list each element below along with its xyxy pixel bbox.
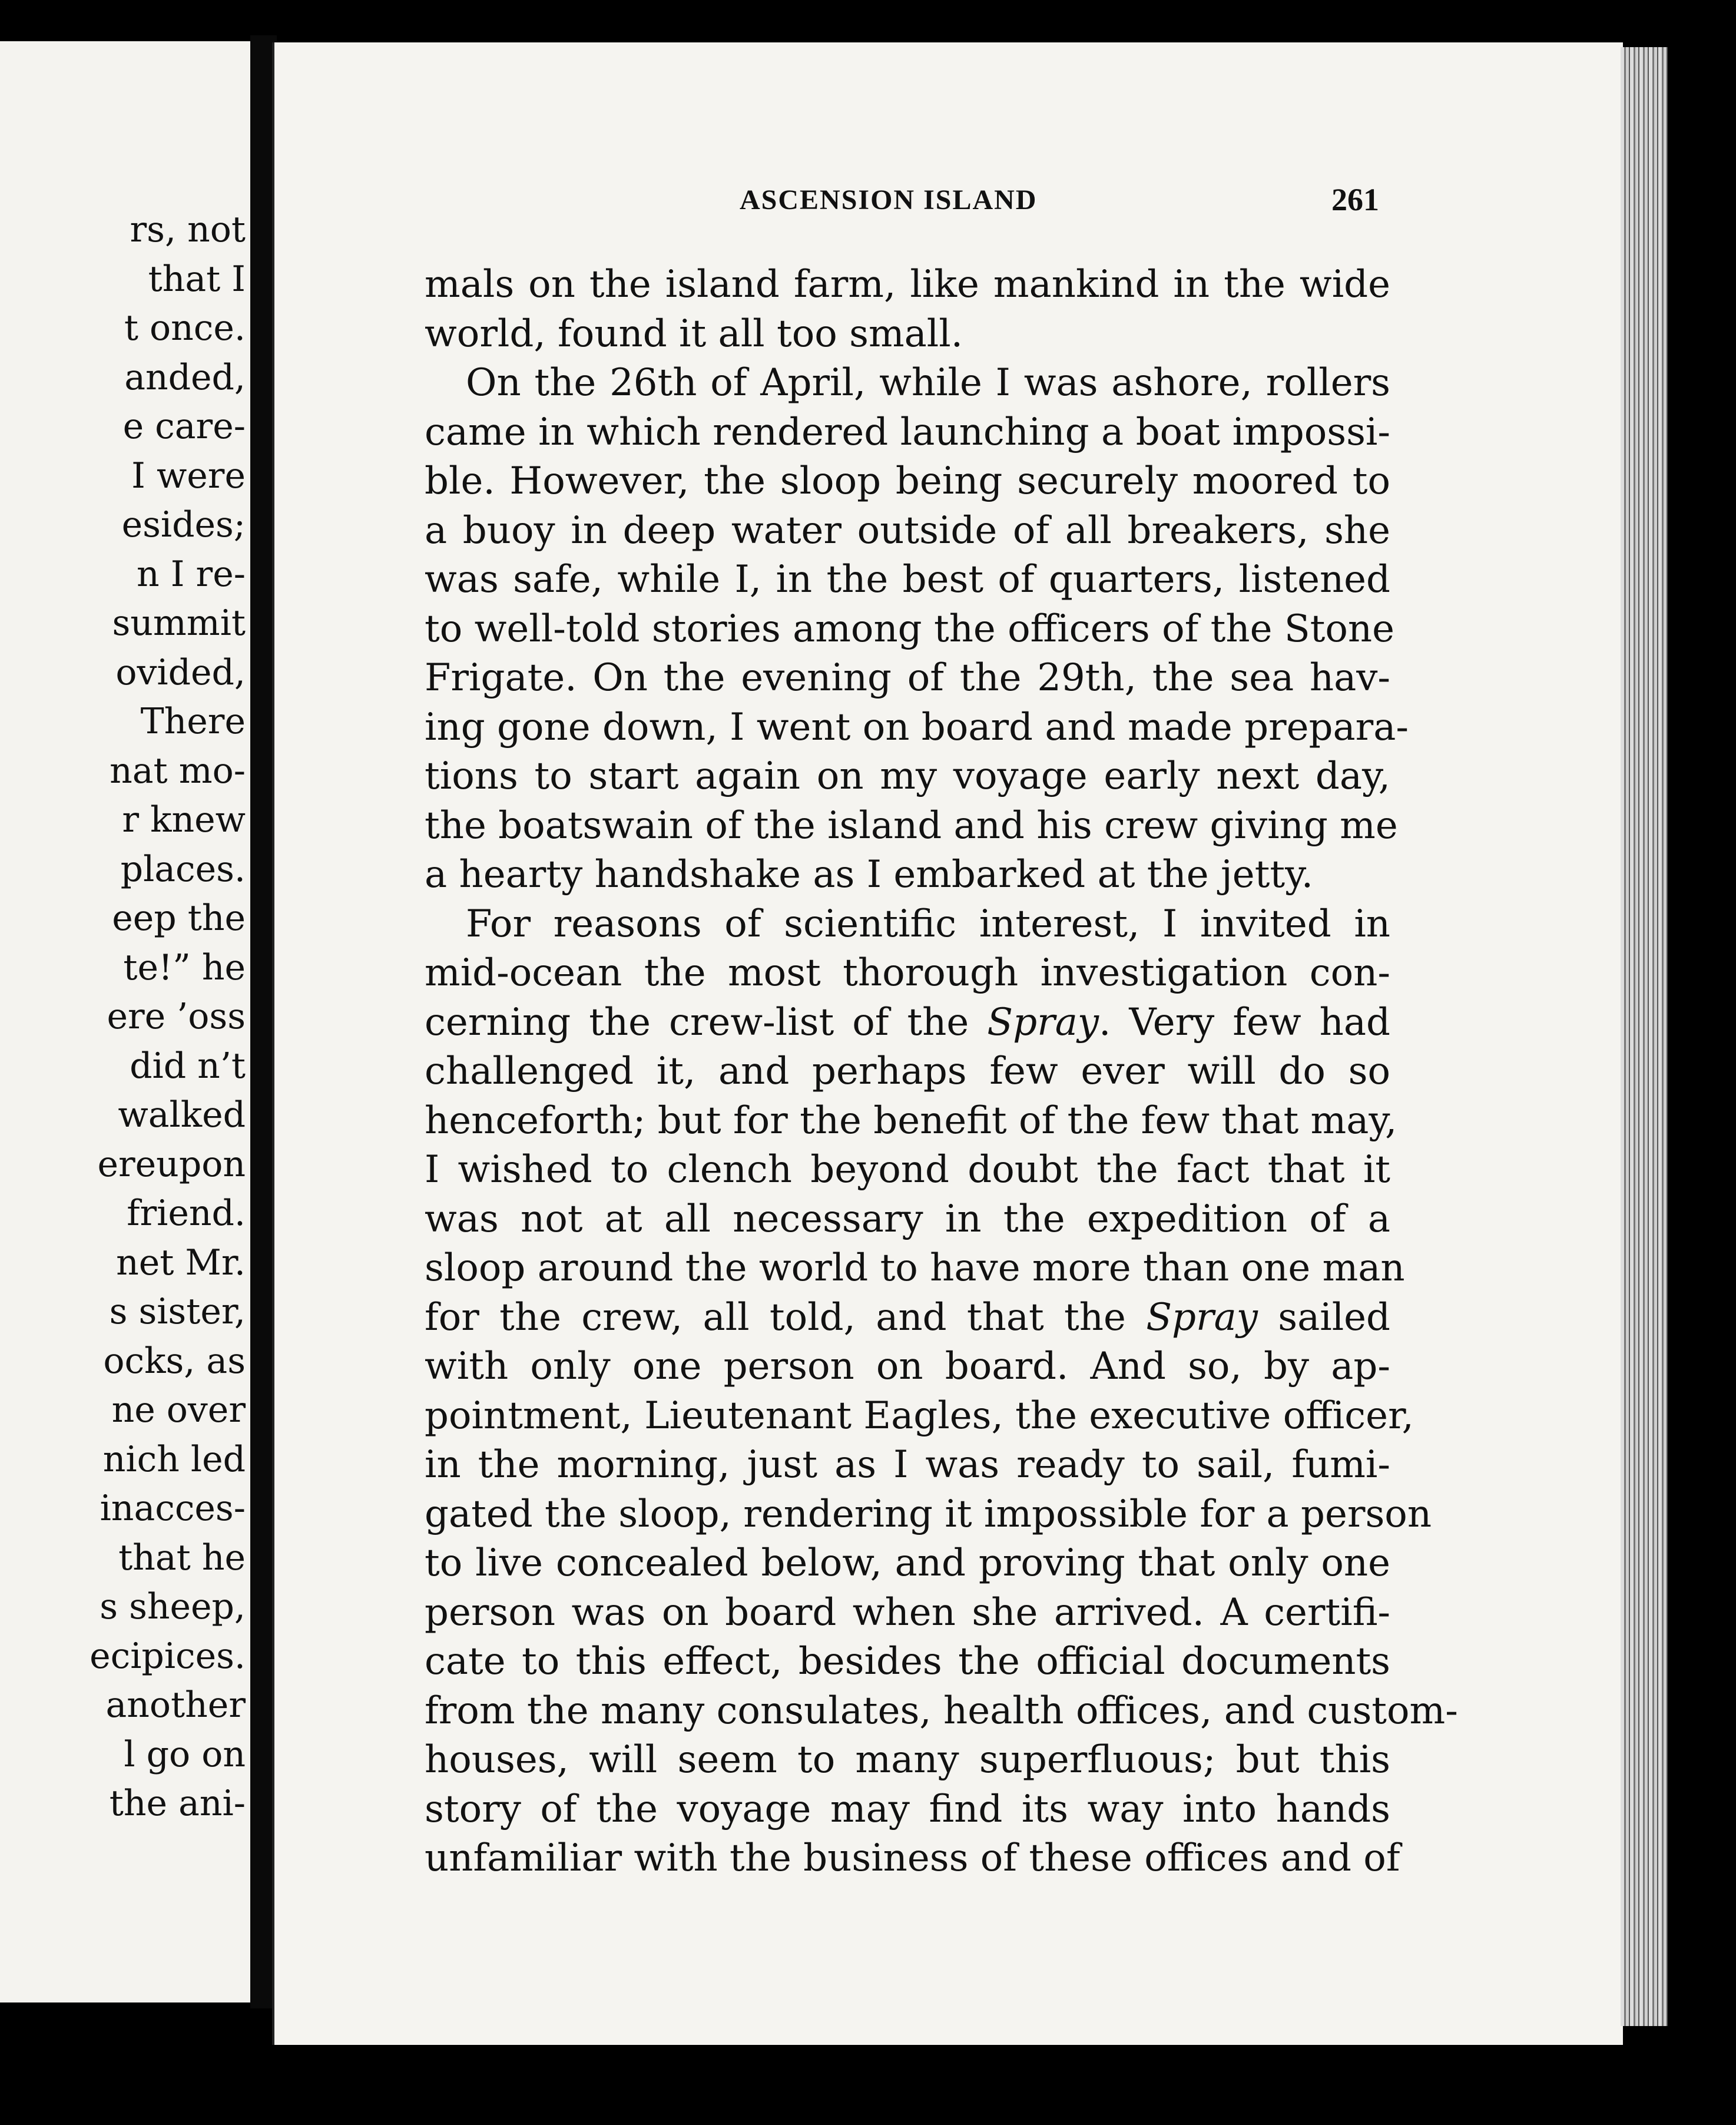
left-page-line: ecipices. — [90, 1635, 246, 1677]
left-page-line: places. — [120, 848, 246, 890]
left-page-line: te!” he — [123, 946, 246, 988]
left-page-line: friend. — [127, 1193, 246, 1234]
text-line: in the morning, just as I was ready to sail, fumi- — [425, 1443, 1390, 1487]
left-page-line: There — [140, 701, 246, 742]
left-page-line: nat mo- — [110, 750, 246, 792]
left-page-line: s sheep, — [100, 1586, 246, 1627]
left-page-line: ocks, as — [103, 1340, 246, 1382]
left-page-line: t once. — [124, 307, 246, 349]
text-line: henceforth; but for the benefit of the few that may, — [425, 1098, 1397, 1143]
left-page-line: that I — [148, 258, 246, 300]
left-page-line: did n’t — [130, 1045, 246, 1087]
text-line: challenged it, and perhaps few ever will do so — [425, 1050, 1390, 1093]
page-number: 261 — [1331, 182, 1379, 217]
text-line: came in which rendered launching a boat impossi- — [425, 410, 1390, 454]
text-line: Frigate. On the evening of the 29th, the sea hav- — [425, 656, 1390, 700]
text-line: mals on the island farm, like mankind in the wide — [425, 263, 1390, 306]
text-line: story of the voyage may find its way into hands — [425, 1787, 1390, 1831]
body-text — [425, 260, 1458, 1884]
left-page-line: nich led — [102, 1438, 246, 1480]
text-line: was safe, while I, in the best of quarters, listened — [425, 558, 1390, 601]
text-line: to live concealed below, and proving that only one — [425, 1541, 1390, 1585]
left-page-line: esides; — [121, 504, 246, 545]
left-page-line: eep the — [112, 898, 246, 939]
text-line: On the 26th of April, while I was ashore, rollers — [466, 361, 1390, 405]
text-line: was not at all necessary in the expedition of a — [425, 1197, 1390, 1241]
left-page-line: the ani- — [109, 1783, 246, 1824]
left-page-line: net Mr. — [116, 1242, 246, 1283]
left-page-line: walked — [118, 1094, 246, 1136]
left-page-line: s sister, — [109, 1291, 246, 1332]
left-page-line: rs, not — [130, 209, 246, 250]
text-line: pointment, Lieutenant Eagles, the executive officer, — [425, 1394, 1414, 1438]
text-line: unfamiliar with the business of these offices and of — [425, 1836, 1400, 1880]
text-line: world, found it all too small. — [425, 312, 963, 356]
text-line: For reasons of scientific interest, I invited in — [466, 902, 1390, 946]
running-head-title: ASCENSION ISLAND — [740, 184, 1038, 216]
left-page-line: another — [105, 1684, 246, 1726]
vessel-name: Spray — [1146, 1295, 1258, 1339]
text-line: a hearty handshake as I embarked at the jetty. — [425, 853, 1314, 896]
text-line: cate to this effect, besides the official documents — [425, 1640, 1390, 1683]
previous-page-fragment — [0, 41, 250, 2002]
vessel-name: Spray — [987, 1000, 1099, 1044]
left-page-line: I were — [131, 455, 246, 497]
text-line: mid-ocean the most thorough investigation con- — [425, 951, 1390, 995]
book-page — [272, 42, 1623, 2045]
text-line: gated the sloop, rendering it impossible for a person — [425, 1492, 1432, 1536]
text-line: ing gone down, I went on board and made prepara- — [425, 705, 1409, 749]
text-line: tions to start again on my voyage early next day, — [425, 754, 1390, 798]
left-page-line: anded, — [124, 356, 246, 398]
left-page-line: inacces- — [100, 1488, 246, 1529]
text-line: houses, will seem to many superfluous; but this — [425, 1738, 1390, 1782]
text-line: I wished to clench beyond doubt the fact that it — [425, 1148, 1390, 1191]
left-page-line: l go on — [124, 1733, 246, 1775]
left-page-line: that he — [118, 1537, 246, 1578]
text-line: the boatswain of the island and his crew giving me — [425, 803, 1398, 848]
text-line: from the many consulates, health offices, and custom- — [425, 1689, 1458, 1733]
left-page-line: summit — [112, 603, 246, 644]
text-line: with only one person on board. And so, by ap- — [425, 1345, 1390, 1388]
left-page-line: ereupon — [97, 1143, 246, 1185]
text-line: cerning the crew-list of the Spray. Very few had — [425, 1000, 1391, 1044]
left-page-line: ovided, — [115, 651, 246, 693]
page-edges — [1621, 47, 1668, 2026]
text-line: for the crew, all told, and that the Spray sailed — [425, 1295, 1391, 1339]
text-line: sloop around the world to have more than one man — [425, 1246, 1405, 1290]
text-line: ble. However, the sloop being securely moored to — [425, 459, 1390, 503]
text-line: person was on board when she arrived. A certifi- — [425, 1590, 1390, 1634]
text-line: a buoy in deep water outside of all breakers, she — [425, 508, 1390, 552]
left-page-line: r knew — [122, 799, 246, 840]
left-page-line: e care- — [122, 406, 246, 447]
left-page-line: ne over — [111, 1389, 246, 1431]
text-line: to well-told stories among the officers of the Stone — [425, 607, 1394, 651]
left-page-line: ere ’oss — [107, 996, 246, 1037]
left-page-line: n I re- — [137, 553, 246, 595]
running-head — [274, 184, 1623, 225]
